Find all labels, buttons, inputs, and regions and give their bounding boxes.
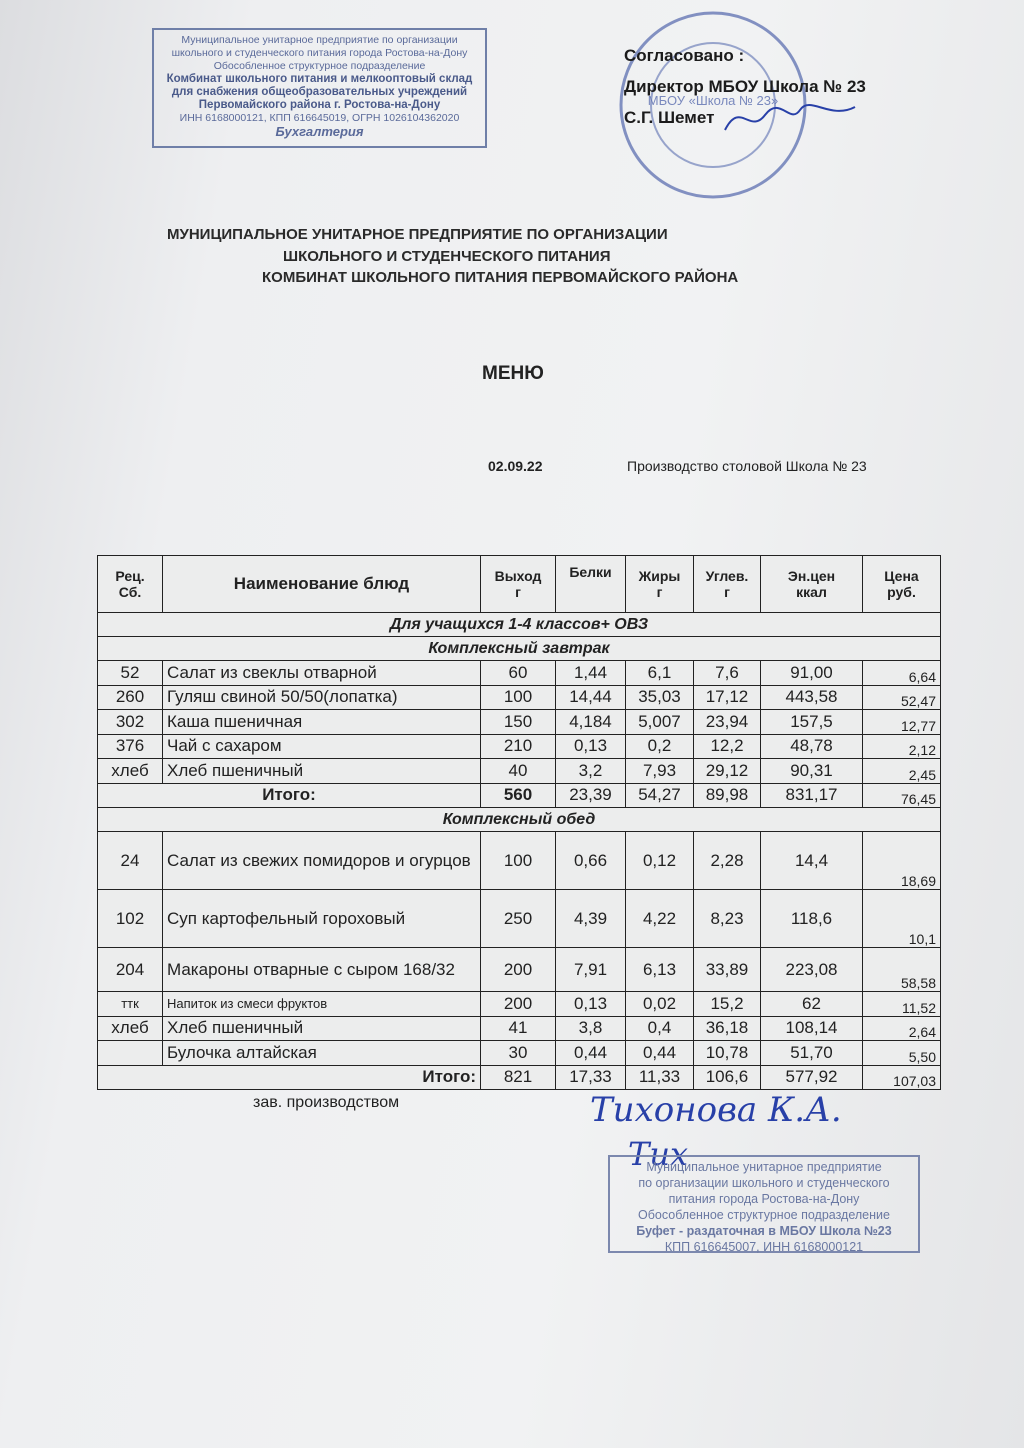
protein: 14,44	[556, 685, 626, 710]
recipe-number: 204	[98, 948, 163, 992]
col-carbs: Углев. г	[694, 556, 761, 613]
recipe-number: 302	[98, 710, 163, 735]
fat: 0,44	[626, 1041, 694, 1066]
menu-date: 02.09.22	[488, 458, 543, 474]
total-carbs: 106,6	[694, 1065, 761, 1090]
recipe-number: 52	[98, 661, 163, 686]
total-carbs: 89,98	[694, 783, 761, 808]
footer-label: зав. производством	[253, 1094, 400, 1111]
carbs: 15,2	[694, 992, 761, 1017]
recipe-number: 260	[98, 685, 163, 710]
energy: 14,4	[761, 832, 863, 890]
protein: 3,2	[556, 759, 626, 784]
energy: 51,70	[761, 1041, 863, 1066]
yield: 40	[481, 759, 556, 784]
total-energy: 577,92	[761, 1065, 863, 1090]
yield: 250	[481, 890, 556, 948]
fat: 5,007	[626, 710, 694, 735]
stamp-line: Обособленное структурное подразделение	[213, 60, 426, 72]
table-row	[98, 661, 941, 686]
recipe-number: 24	[98, 832, 163, 890]
yield: 210	[481, 734, 556, 759]
col-price: Цена руб.	[863, 556, 941, 613]
carbs: 8,23	[694, 890, 761, 948]
approval-position: Директор МБОУ Школа № 23	[624, 77, 866, 96]
yield: 200	[481, 948, 556, 992]
dish-name: Чай с сахаром	[163, 734, 481, 759]
price: 2,45	[863, 759, 941, 784]
stamp-line: Муниципальное унитарное предприятие	[646, 1160, 882, 1174]
total-protein: 23,39	[556, 783, 626, 808]
total-price: 76,45	[863, 783, 941, 808]
stamp-line: Комбинат школьного питания и мелкооптовый склад	[166, 73, 473, 85]
table-row	[98, 992, 941, 1017]
fat: 0,02	[626, 992, 694, 1017]
price: 52,47	[863, 685, 941, 710]
breakfast-title: Комплексный завтрак	[98, 637, 941, 661]
breakfast-total-row	[98, 783, 941, 808]
dish-name: Салат из свежих помидоров и огурцов	[163, 832, 481, 890]
dish-name: Хлеб пшеничный	[163, 1016, 481, 1041]
carbs: 10,78	[694, 1041, 761, 1066]
energy: 443,58	[761, 685, 863, 710]
price: 12,77	[863, 710, 941, 735]
org-name-line2: ШКОЛЬНОГО И СТУДЕНЧЕСКОГО ПИТАНИЯ	[283, 248, 611, 265]
fat: 6,13	[626, 948, 694, 992]
table-row	[98, 1016, 941, 1041]
price: 2,64	[863, 1016, 941, 1041]
price: 18,69	[863, 832, 941, 890]
fat: 0,2	[626, 734, 694, 759]
accounting-stamp	[152, 28, 487, 148]
director-signature	[720, 95, 860, 145]
price: 2,12	[863, 734, 941, 759]
round-stamp-text: МБОУ «Школа № 23»	[647, 93, 779, 108]
price: 58,58	[863, 948, 941, 992]
total-yield: 821	[481, 1065, 556, 1090]
col-energy: Эн.цен ккал	[761, 556, 863, 613]
stamp-dept: Бухгалтерия	[275, 124, 364, 139]
protein: 0,13	[556, 734, 626, 759]
carbs: 12,2	[694, 734, 761, 759]
dish-name: Макароны отварные с сыром 168/32	[163, 948, 481, 992]
group-title: Для учащихся 1-4 классов+ ОВЗ	[98, 613, 941, 637]
total-price: 107,03	[863, 1065, 941, 1090]
price: 5,50	[863, 1041, 941, 1066]
manager-initials-signature: Тих	[628, 1135, 688, 1173]
table-row	[98, 759, 941, 784]
energy: 48,78	[761, 734, 863, 759]
yield: 100	[481, 832, 556, 890]
yield: 150	[481, 710, 556, 735]
col-fat: Жиры г	[626, 556, 694, 613]
energy: 118,6	[761, 890, 863, 948]
protein: 7,91	[556, 948, 626, 992]
col-protein: Белки	[556, 556, 626, 613]
energy: 108,14	[761, 1016, 863, 1041]
energy: 90,31	[761, 759, 863, 784]
recipe-number: 102	[98, 890, 163, 948]
price: 11,52	[863, 992, 941, 1017]
stamp-ids: ИНН 6168000121, КПП 616645019, ОГРН 1026104362020	[179, 112, 460, 124]
energy: 223,08	[761, 948, 863, 992]
table-row	[98, 890, 941, 948]
col-yield: Выход г	[481, 556, 556, 613]
recipe-number: 376	[98, 734, 163, 759]
energy: 157,5	[761, 710, 863, 735]
carbs: 2,28	[694, 832, 761, 890]
approval-name: С.Г. Шемет	[624, 108, 715, 127]
recipe-number: хлеб	[98, 1016, 163, 1041]
dish-name: Гуляш свиной 50/50(лопатка)	[163, 685, 481, 710]
yield: 30	[481, 1041, 556, 1066]
stamp-line: школьного и студенческого питания города Ростова-на-Дону	[171, 47, 468, 59]
org-name-line3: КОМБИНАТ ШКОЛЬНОГО ПИТАНИЯ ПЕРВОМАЙСКОГО РАЙОНА	[262, 269, 739, 286]
protein: 0,66	[556, 832, 626, 890]
table-row	[98, 685, 941, 710]
stamp-line: КПП 616645007, ИНН 6168000121	[664, 1240, 864, 1254]
table-row	[98, 948, 941, 992]
lunch-total-row	[98, 1065, 941, 1090]
dish-name: Напиток из смеси фруктов	[163, 992, 481, 1017]
carbs: 33,89	[694, 948, 761, 992]
fat: 0,12	[626, 832, 694, 890]
table-row	[98, 734, 941, 759]
dish-name: Хлеб пшеничный	[163, 759, 481, 784]
stamp-line: Обособленное структурное подразделение	[638, 1208, 890, 1222]
dish-name: Каша пшеничная	[163, 710, 481, 735]
protein: 0,13	[556, 992, 626, 1017]
lunch-title: Комплексный обед	[98, 808, 941, 832]
manager-signature: Тихонова К.А.	[590, 1090, 842, 1130]
page-title: МЕНЮ	[482, 363, 544, 384]
total-fat: 11,33	[626, 1065, 694, 1090]
buffet-stamp	[608, 1155, 920, 1253]
price: 6,64	[863, 661, 941, 686]
energy: 62	[761, 992, 863, 1017]
fat: 4,22	[626, 890, 694, 948]
recipe-number: ттк	[98, 992, 163, 1017]
approval-title: Согласовано :	[624, 46, 745, 65]
total-yield: 560	[481, 783, 556, 808]
production-label: Производство столовой Школа № 23	[627, 458, 867, 474]
dish-name: Суп картофельный гороховый	[163, 890, 481, 948]
stamp-line: Первомайского района г. Ростова-на-Дону	[198, 99, 441, 111]
price: 10,1	[863, 890, 941, 948]
carbs: 29,12	[694, 759, 761, 784]
carbs: 7,6	[694, 661, 761, 686]
total-fat: 54,27	[626, 783, 694, 808]
protein: 4,39	[556, 890, 626, 948]
dish-name: Булочка алтайская	[163, 1041, 481, 1066]
total-label: Итого:	[98, 1065, 481, 1090]
carbs: 23,94	[694, 710, 761, 735]
total-label: Итого:	[98, 783, 481, 808]
total-protein: 17,33	[556, 1065, 626, 1090]
carbs: 36,18	[694, 1016, 761, 1041]
total-energy: 831,17	[761, 783, 863, 808]
stamp-line: питания города Ростова-на-Дону	[668, 1192, 860, 1206]
yield: 100	[481, 685, 556, 710]
table-row	[98, 832, 941, 890]
dish-name: Салат из свеклы отварной	[163, 661, 481, 686]
fat: 0,4	[626, 1016, 694, 1041]
stamp-line: по организации школьного и студенческого	[638, 1176, 890, 1190]
col-recipe: Рец. Сб.	[98, 556, 163, 613]
col-dish: Наименование блюд	[163, 556, 481, 613]
menu-table	[97, 555, 941, 1090]
carbs: 17,12	[694, 685, 761, 710]
stamp-line: Муниципальное унитарное предприятие по организации	[181, 34, 458, 46]
protein: 3,8	[556, 1016, 626, 1041]
org-name-line1: МУНИЦИПАЛЬНОЕ УНИТАРНОЕ ПРЕДПРИЯТИЕ ПО ОРГАНИЗАЦИИ	[167, 226, 668, 243]
yield: 41	[481, 1016, 556, 1041]
table-row	[98, 710, 941, 735]
table-row	[98, 1041, 941, 1066]
protein: 1,44	[556, 661, 626, 686]
yield: 60	[481, 661, 556, 686]
fat: 35,03	[626, 685, 694, 710]
fat: 7,93	[626, 759, 694, 784]
table-header	[98, 556, 941, 613]
protein: 0,44	[556, 1041, 626, 1066]
energy: 91,00	[761, 661, 863, 686]
fat: 6,1	[626, 661, 694, 686]
protein: 4,184	[556, 710, 626, 735]
recipe-number: хлеб	[98, 759, 163, 784]
stamp-line: Буфет - раздаточная в МБОУ Школа №23	[636, 1224, 892, 1238]
recipe-number	[98, 1041, 163, 1066]
stamp-line: для снабжения общеобразовательных учреждений	[171, 86, 468, 98]
yield: 200	[481, 992, 556, 1017]
